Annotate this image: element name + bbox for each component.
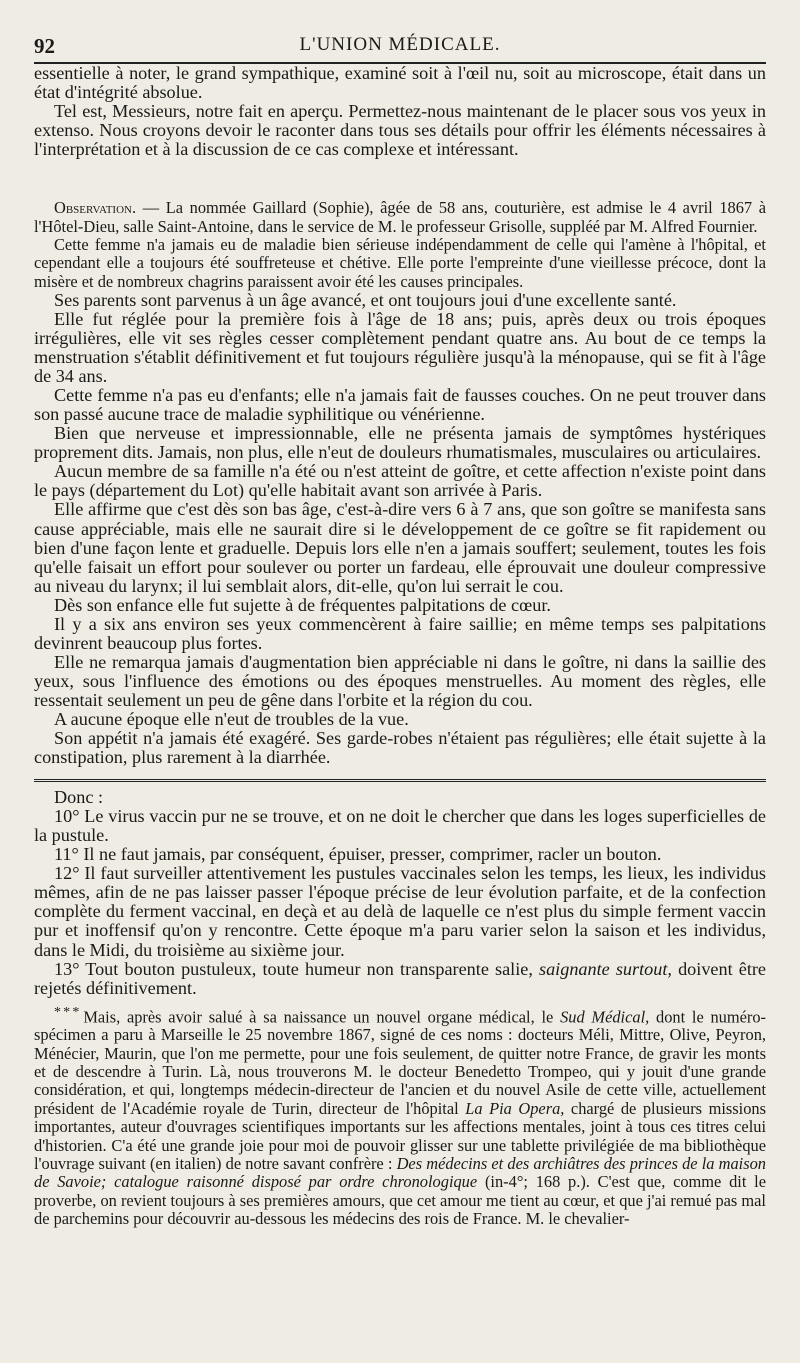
observation-section — [34, 64, 766, 159]
hospital-name: La Pia Opera, — [465, 1098, 565, 1118]
case-paragraph: Cette femme n'a pas eu d'enfants; elle n'a jamais fait de fausses couches. On ne peut trouver dans son passé aucune trace de maladie syphilitique ou vénérienne. — [34, 385, 766, 425]
chronicle-section — [34, 1004, 766, 1229]
work-title: Des médecins et des archiâtres des princes de la maison de Savoie; catalogue raisonné disposé par ordre chronologique — [34, 1153, 767, 1192]
section-separator — [34, 779, 766, 782]
case-paragraph: Cette femme n'a jamais eu de maladie bien sérieuse indépendamment de celle qui l'amène à l'hôpital, et cependant elle a toujours été souffreteuse et chétive. Elle porte l'empreinte d'une vieillesse précoce, dont la misère et de nombreux chagrins paraissent avoir été les causes principales. — [34, 234, 766, 291]
observation-label: Observation. — [54, 198, 137, 218]
case-paragraph: Elle ne remarqua jamais d'augmentation bien appréciable ni dans le goître, ni dans la saillie des yeux, sous l'influence des émotions ou des époques menstruelles. Au moment des règles, elle ressentait seulement un peu de gêne dans l'orbite et la région du cou. — [34, 651, 766, 710]
case-paragraph: Elle affirme que c'est dès son bas âge, c'est-à-dire vers 6 à 7 ans, que son goître se manifesta sans cause appréciable, mais elle ne saurait dire si le développement de ce goître se fit rapidement ou bien d'une façon lente et graduelle. Depuis lors elle n'en a jamais souffert; seulement, toutes les fois qu'elle faisait un effort pour soulever ou porter un fardeau, elle éprouvait une douleur compressive au niveau du larynx; il lui semblait alors, dit-elle, qu'on lui serrait le cou. — [34, 499, 766, 596]
conclusion-item: 10° Le virus vaccin pur ne se trouve, et on ne doit le chercher que dans les loges superficielles de la pustule. — [34, 806, 766, 846]
case-history — [34, 291, 766, 767]
conclusion-item: 11° Il ne faut jamais, par conséquent, épuiser, presser, comprimer, racler un bouton. — [54, 844, 662, 865]
intro-paragraph: essentielle à noter, le grand sympathique, examiné soit à l'œil nu, soit au microscope, était dans un état d'intégrité absolue. — [34, 63, 766, 103]
case-paragraph: Il y a six ans environ ses yeux commencèrent à faire saillie; en même temps ses palpitations devinrent beaucoup plus fortes. — [34, 613, 766, 653]
case-paragraph: Elle fut réglée pour la première fois à l'âge de 18 ans; puis, après deux ou trois époques irrégulières, elle vit ses règles cesser complètement pendant quatre ans. Au bout de ce temps la menstruation s'établit définitivement et fut toujours régulière jusqu'à la ménopause, qui se fit à l'âge de 34 ans. — [34, 309, 766, 387]
conclusion-item: 13° Tout bouton pustuleux, toute humeur non transparente salie, saignante surtout, doivent être rejetés définitivement. — [34, 958, 767, 998]
conclusions-lead: Donc : — [54, 787, 103, 808]
case-paragraph: Ses parents sont parvenus à un âge avancé, et ont toujours joui d'une excellente santé. — [54, 289, 677, 310]
page-number: 92 — [34, 34, 55, 58]
case-paragraph — [34, 199, 766, 236]
conclusion-item: 12° Il faut surveiller attentivement les pustules vaccinales selon les temps, les lieux, les individus mêmes, afin de ne pas laisser passer l'époque précise de leur évolution parfaite, et de la confection complète du ferment vaccinal, en deçà et au delà de laquelle ce n'est plus du simple ferment vaccin pur et inoffensif qu'on y rencontre. Cette époque m'a paru varier selon la saison et les individus, dans le Midi, du troisième au sixième jour. — [34, 863, 766, 960]
running-head: L'UNION MÉDICALE. — [299, 34, 501, 55]
case-text: — La nommée Gaillard (Sophie), âgée de 58 ans, couturière, est admise le 4 avril 1867 à l'Hôtel-Dieu, salle Saint-Antoine, dans le service de M. le professeur Grisolle, suppléé par M. Alfred Fournier. — [34, 198, 766, 236]
asterism: * * * — [54, 1004, 78, 1020]
conclusions-section — [34, 788, 766, 998]
journal-title: Sud Médical, — [560, 1007, 650, 1027]
chronicle-paragraph: * * * Mais, après avoir salué à sa naissance un nouvel organe médical, le Sud Médical, dont le numéro-spécimen a paru à Marseille le 25 novembre 1867, signé de ces noms : docteurs Méli, Mittre, Olive, Peyron, Ménécier, Maurin, que l'on me permette, pour une fois seulement, de quitter notre France, de gravir les monts et de descendre à Turin. Là, nous trouverons M. le docteur Benedetto Trompeo, qui y jouit d'une grande considération, et qui, longtemps médecin-directeur de l'ancien et du nouvel Asile de cette ville, actuellement président de l'Académie royale de Turin, directeur de l'hôpital La Pia Opera, chargé de plusieurs missions importantes, auteur d'ouvrages scientifiques importants sur les affections mentales, joint à tous ces titres celui d'historien. C'a été une grande joie pour moi de pouvoir glisser sur une tablette privilégiée de ma bibliothèque l'ouvrage suivant (en italien) de notre savant confrère : Des médecins et des archiâtres des princes de la maison de Savoie; catalogue raisonné disposé par ordre chronologique (in-4°; 168 p.). C'est que, comme dit le proverbe, on revient toujours à ses premières amours, que cet amour me tient au cœur, et que j'ai remué pas mal de parchemins pour découvrir au-dessous les médecins des rois de France. M. le chevalier- — [34, 1004, 767, 1228]
case-paragraph: Bien que nerveuse et impressionnable, elle ne présenta jamais de symptômes hystériques proprement dits. Jamais, non plus, elle n'eut de douleurs rhumatismales, musculaires ou articulaires. — [34, 423, 766, 463]
case-report — [34, 199, 766, 291]
case-paragraph: A aucune époque elle n'eut de troubles de la vue. — [54, 708, 409, 729]
emphasis: saignante surtout, — [539, 958, 672, 979]
case-paragraph: Aucun membre de sa famille n'a été ou n'est atteint de goître, et cette affection n'existe point dans le pays (département du Lot) qu'elle habitait avant son arrivée à Paris. — [34, 461, 766, 501]
intro-paragraph: Tel est, Messieurs, notre fait en aperçu. Permettez-nous maintenant de le placer sous vos yeux in extenso. Nous croyons devoir le raconter dans tous ses détails pour offrir les éléments nécessaires à l'interprétation et à la discussion de ce cas complexe et intéressant. — [34, 101, 766, 160]
page-header — [34, 30, 766, 62]
case-paragraph: Dès son enfance elle fut sujette à de fréquentes palpitations de cœur. — [54, 594, 551, 615]
case-paragraph: Son appétit n'a jamais été exagéré. Ses garde-robes n'étaient pas régulières; elle était sujette à la constipation, plus rarement à la diarrhée. — [34, 728, 766, 768]
